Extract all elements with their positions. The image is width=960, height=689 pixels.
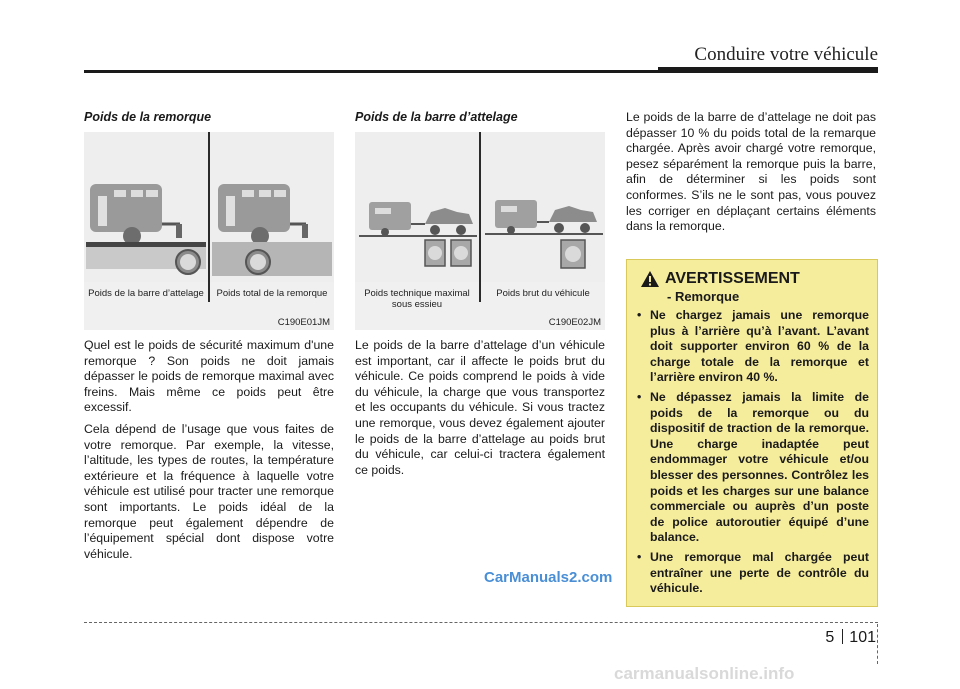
footer-rule bbox=[84, 622, 878, 623]
warning-item: • Ne dépassez jamais la limite de poids de la remorque ou du dispositif de traction de la remorque. Une charge inadaptée peut endommager votre véhicule et/ou blesser des personnes. Contrôlez les poids et les charges sur une balance commerciale ou auprès d’un poste de police autoroutier équipé d’une balance. bbox=[636, 390, 869, 546]
figure-code: C190E01JM bbox=[277, 317, 330, 328]
figure-caption-total-trailer-weight: Poids total de la remorque bbox=[216, 288, 328, 299]
warning-header bbox=[636, 270, 869, 288]
figure-tongue-weight bbox=[355, 132, 605, 330]
page-header-title: Conduire votre véhicule bbox=[694, 44, 878, 65]
site-watermark: carmanualsonline.info bbox=[614, 664, 795, 683]
warning-subtitle: - Remorque bbox=[667, 289, 740, 304]
page-number bbox=[825, 629, 876, 647]
figure-caption-tongue-weight: Poids de la barre d’attelage bbox=[88, 288, 204, 299]
trailer-total-scale-illustration bbox=[210, 132, 334, 282]
warning-title: AVERTISSEMENT bbox=[665, 270, 800, 287]
section-heading-tongue-weight: Poids de la barre d’attelage bbox=[355, 110, 518, 124]
warning-item: • Une remorque mal chargée peut entraîner une perte de contrôle du véhicule. bbox=[636, 550, 869, 597]
page-number-separator bbox=[842, 629, 843, 644]
warning-list bbox=[636, 308, 869, 597]
watermark: CarManuals2.com bbox=[484, 569, 613, 586]
figure-caption-axle-weight: Poids technique maximal sous essieu bbox=[364, 288, 470, 310]
paragraph: Le poids de la barre de d’attelage ne doit pas dépasser 10 % du poids total de la remarque chargée. Après avoir chargé votre remorque, pesez séparément la remorque puis la barre, afin de déterminer si les poids sont conformes. S’ils ne le sont pas, vous pouvez les corriger en déplaçant certains éléments dans la remorque. bbox=[626, 110, 876, 234]
footer-vertical-rule bbox=[877, 624, 878, 664]
chapter-number: 5 bbox=[825, 629, 835, 646]
section-heading-trailer-weight: Poids de la remorque bbox=[84, 110, 212, 124]
warning-box bbox=[626, 259, 878, 607]
paragraph: Quel est le poids de sécurité maximum d'une remorque ? Son poids ne doit jamais dépasser le poids de remorque maximal avec freins. Mais même ce poids peut être excessif. bbox=[84, 338, 334, 415]
trailer-tongue-scale-illustration bbox=[84, 132, 208, 282]
paragraph: Cela dépend de l’usage que vous faites de votre remorque. Par exemple, la vitesse, l’altitude, les types de routes, la température extérieure et la fréquence à laquelle votre véhicule est utilisé pour tracter une remorque sont importants. Le poids idéal de la remorque peut également dépendre de l’équipement spécial dont dispose votre véhicule. bbox=[84, 421, 334, 561]
warning-triangle-icon bbox=[640, 270, 660, 288]
warning-item: • Ne chargez jamais une remorque plus à l’arrière qu’à l’avant. L’avant doit supporter environ 60 % de la charge totale de la remorque et l’arrière environ 40 %. bbox=[636, 308, 869, 386]
gross-vehicle-weight-illustration bbox=[481, 132, 605, 282]
figure-caption-gross-weight: Poids brut du véhicule bbox=[496, 288, 590, 299]
figure-trailer-weight bbox=[84, 132, 334, 330]
figure-code: C190E02JM bbox=[548, 317, 601, 328]
header-rule-accent bbox=[658, 67, 878, 73]
column-trailer-weight bbox=[84, 110, 334, 568]
column-tongue-weight bbox=[355, 110, 605, 484]
column-right bbox=[626, 110, 876, 241]
page-number-value: 101 bbox=[849, 629, 876, 646]
axle-weight-illustration bbox=[355, 132, 479, 282]
paragraph: Le poids de la barre d’attelage d’un véhicule est important, car il affecte le poids brut du véhicule. Ce poids comprend le poids à vide du véhicule, la charge que vous transportez et les occupants du véhicule. Si vous tractez une remorque, vous devez également ajouter le poids de la barre d’attelage au poids brut du véhicule, car celui-ci tractera également ce poids. bbox=[355, 338, 605, 477]
